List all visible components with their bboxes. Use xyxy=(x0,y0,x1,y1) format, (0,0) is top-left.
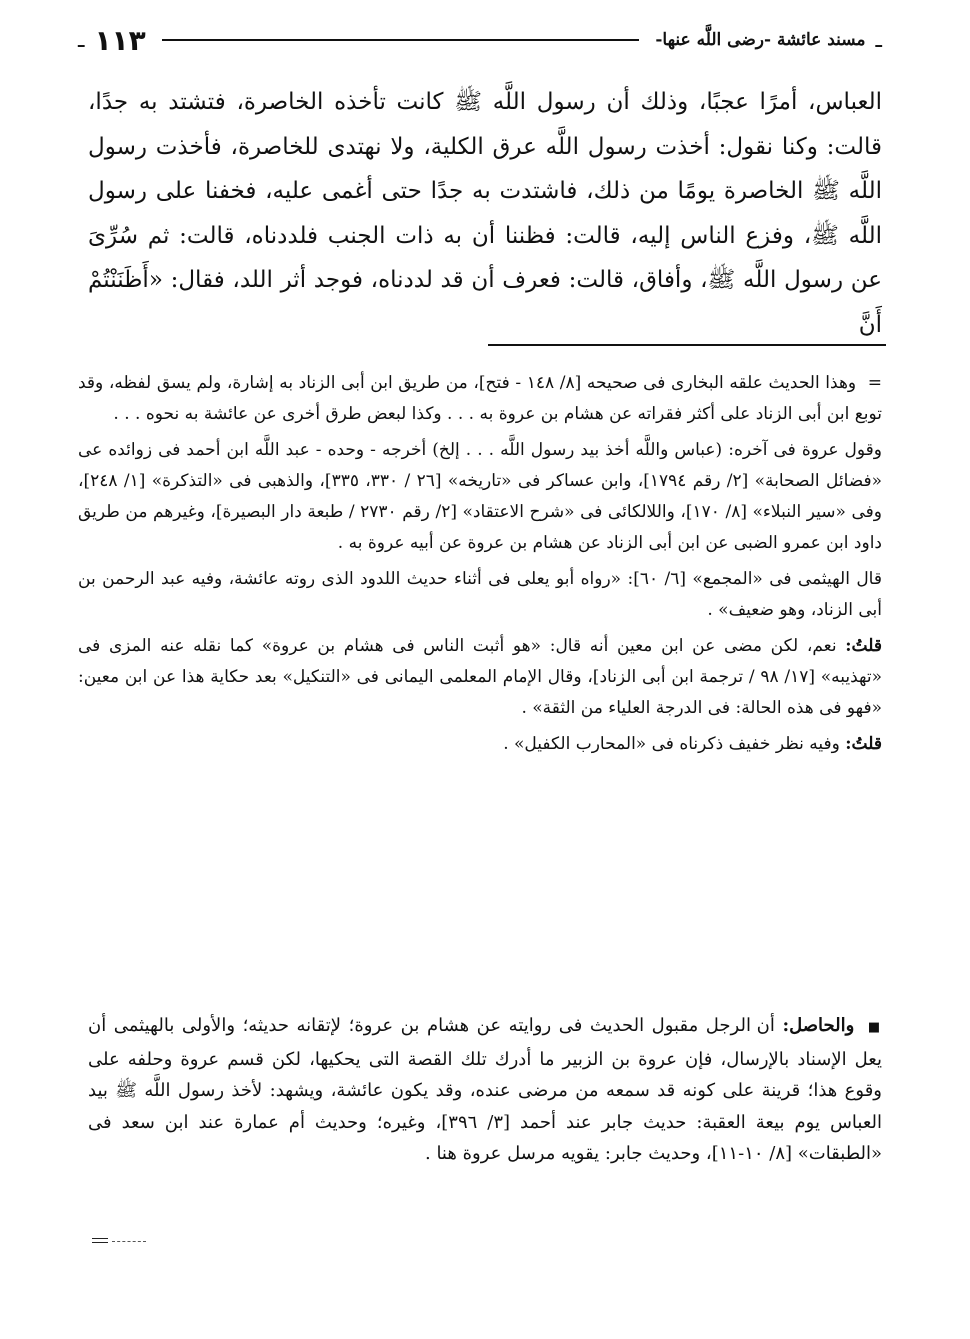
main-text-line: ﷺ، وفزع الناس إليه، قالت: فظننا أن به ذات الجنب فلددناه، قالت: ثم سُرِّىَ عن xyxy=(88,222,882,294)
footnote-paragraph xyxy=(78,729,882,760)
footnote-paragraph xyxy=(78,435,882,559)
main-text-line: اللَّه ﷺ الخاصرة يومًا من ذلك، فاشتدت به جدًا حتى أغمى عليه، فخفنا على رسول اللَّه xyxy=(88,178,882,249)
footnote-paragraph xyxy=(78,631,882,724)
footnotes xyxy=(78,368,882,765)
continuation-mark xyxy=(92,1236,146,1246)
page-number: ١١٣ xyxy=(94,23,146,57)
header-rule xyxy=(162,39,640,41)
header-dash-right: ـ xyxy=(875,27,882,53)
footnote-paragraph xyxy=(78,368,882,430)
main-text-line: رسول اللَّه ﷺ، وأفاق، قالت: فعرف أن قد لددناه، فوجد أثر اللد، فقال: «أَظَنَنْتُمْ أَنَّ xyxy=(88,267,882,338)
square-bullet-icon: ■ xyxy=(867,1020,882,1035)
footnote-label: قلتُ: xyxy=(845,734,882,754)
header-dash-left: ـ xyxy=(78,27,85,53)
summary-paragraph xyxy=(88,1010,882,1170)
continuation-marker: = xyxy=(867,373,883,393)
footnote-text: قال الهيثمى فى «المجمع» [٦/ ٦٠]: «رواه أبو يعلى فى أثناء حديث اللدود الذى روته عائشة، وفيه عبد الرحمن بن أبى الزناد، وهو ضعيف» . xyxy=(78,569,882,620)
footnote-paragraph xyxy=(78,564,882,626)
footnote-text: وفيه نظر خفيف ذكرناه فى «المحارب الكفيل» . xyxy=(503,734,840,754)
footnote-text: وهذا الحديث علقه البخارى فى صحيحه [٨/ ١٤٨ - فتح]، من طريق ابن أبى الزناد به إشارة، ولم يسق لفظه، وقد توبع ابن أبى الزناد على أكثر فقراته عن هشام بن عروة به . . . وكذا لبعض طرق أخرى عن عائشة به نحوه . . . xyxy=(78,373,882,424)
main-text-line: العباس، أمرًا عجبًا، وذلك أن رسول اللَّه ﷺ كانت تأخذه الخاصرة، فتشتد به جدًا، xyxy=(88,89,882,115)
summary-label: والحاصل: xyxy=(782,1015,855,1036)
summary-text: أن الرجل مقبول الحديث فى روايته عن هشام بن عروة؛ لإتقانه حديثه؛ والأولى بالهيثمى أن يعل الإسناد بالإرسال، فإن عروة بن الزبير ما أدرك تلك القصة التى يحكيها، لكن قسم عروة وحلفه على وقوع هذا؛ قرينة على كونه قد سمعه من مرضى عنده، وقد يكون عائشة، ويشهد: لأخذ رسول اللَّه ﷺ بيد العباس يوم بيعة العقبة: حديث جابر عند أحمد [٣/ ٣٩٦]، وغيره؛ وحديث أم عمارة عند ابن سعد فى «الطبقات» [٨/ ١٠-١١]، وحديث جابر: يقويه مرسل عروة هنا . xyxy=(88,1015,883,1164)
footnote-label: قلتُ: xyxy=(845,636,882,656)
running-title: مسند عائشة -رضى اللَّه عنها- xyxy=(655,30,866,50)
main-text xyxy=(88,80,882,348)
main-text-line: قالت: وكنا نقول: أخذت رسول اللَّه عرق الكلية، ولا نهتدى للخاصرة، فأخذت رسول xyxy=(88,133,882,160)
footnote-text: نعم، لكن مضى عن ابن معين أنه قال: «هو أثبت الناس فى هشام بن عروة» كما نقله عنه المزى فى «تهذيبه» [١٧/ ٩٨ / ترجمة ابن أبى الزناد]، وقال الإمام المعلمى اليمانى فى «التنكيل» بعد حكاية هذا عن ابن معين: «فهو فى هذه الحالة: فى الدرجة العلياء من الثقة» . xyxy=(78,636,883,718)
footnote-separator xyxy=(488,344,886,346)
running-header xyxy=(78,20,882,60)
footnote-text: وقول عروة فى آخره: (عباس واللَّه أخذ بيد رسول اللَّه . . . إلخ) أخرجه - وحده - عبد اللَّه ابن أحمد فى زوائده عى «فضائل الصحابة» [٢/ رقم ١٧٩٤]، وابن عساكر فى «تاريخه» [٢٦ / ٣٣٠، ٣٣٥]، والذهبى فى «التذكرة» [١/ ٢٤٨]، وفى «سير النبلاء» [٨/ ١٧٠]، واللالكائى فى «شرح الاعتقاد» [٢/ رقم ٢٧٣٠ / طبعة دار البصيرة]، وغيرهم من طريق داود ابن عمرو الضبى عن ابن أبى الزناد عن هشام بن عروة عن أبيه عروة به . xyxy=(78,440,883,553)
